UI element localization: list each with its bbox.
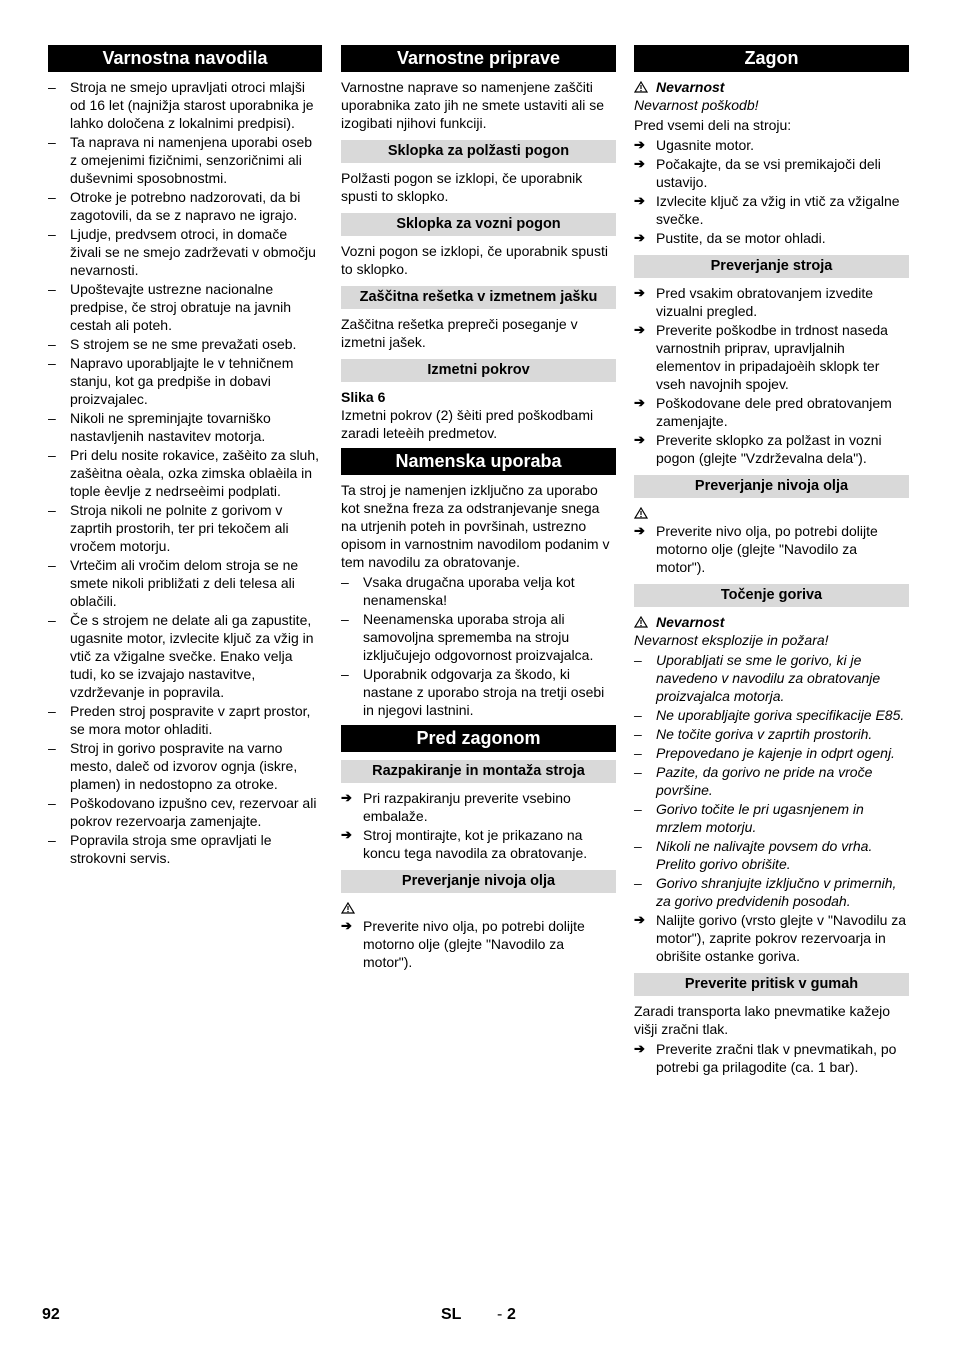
subheading-tyre-pressure: Preverite pritisk v gumah <box>634 973 909 996</box>
column-safety-devices <box>341 45 616 972</box>
sub-page-prefix: - <box>497 1306 503 1323</box>
heading-intended-use: Namenska uporaba <box>341 448 616 475</box>
oil-check-list <box>634 522 909 576</box>
list-item: – Gorivo točite le pri ugasnjenem in mrzlem motorju. <box>634 800 909 836</box>
list-item: ➔ Preverite nivo olja, po potrebi dolijte motorno olje (glejte "Navodilo za motor"). <box>634 522 909 576</box>
subheading-refuelling: Točenje goriva <box>634 584 909 607</box>
subheading-machine-check: Preverjanje stroja <box>634 255 909 278</box>
list-item: – Preden stroj pospravite v zaprt prostor, se mora motor ohladiti. <box>48 702 322 738</box>
heading-safety-instructions: Varnostna navodila <box>48 45 322 72</box>
list-item: – Vsaka drugačna uporaba velja kot nenamenska! <box>341 573 616 609</box>
list-item: – Uporabljati se sme le gorivo, ki je navedeno v navodilu za obratovanje proizvajalca motorja. <box>634 651 909 705</box>
warning-line <box>634 504 909 522</box>
list-item: – Nikoli ne nalivajte povsem do vrha. Prelito gorivo obrišite. <box>634 837 909 873</box>
warning-triangle-icon <box>341 902 355 914</box>
list-item: – Upoštevajte ustrezne nacionalne predpise, če stroj obratuje na javnih cestah ali poteh. <box>48 280 322 334</box>
list-item: – Stroja nikoli ne polnite z gorivom v zaprtih prostorih, ter pri tekočem ali vročem motorju. <box>48 501 322 555</box>
column-safety-instructions <box>48 45 322 868</box>
list-item: ➔ Pustite, da se motor ohladi. <box>634 229 909 247</box>
subheading-oil-check: Preverjanje nivoja olja <box>341 870 616 893</box>
list-item: ➔ Preverite sklopko za polžast in vozni pogon (glejte "Vzdrževalna dela"). <box>634 431 909 467</box>
tyre-pressure-list <box>634 1040 909 1076</box>
list-item: ➔ Pri razpakiranju preverite vsebino embalaže. <box>341 789 616 825</box>
column-startup <box>634 45 909 1077</box>
list-item: – Vrtečim ali vročim delom stroja se ne smete nikoli približati z deli telesa ali oblačili. <box>48 556 322 610</box>
figure-reference: Slika 6 <box>341 389 386 405</box>
list-item: – Stroj in gorivo pospravite na varno mesto, daleč od izvorov ognja (iskre, plamen) in nedostopno za otroke. <box>48 739 322 793</box>
intended-use-list <box>341 573 616 719</box>
danger-text-explosion: Nevarnost eksplozije in požara! <box>634 632 829 648</box>
oil-check-list <box>341 917 616 971</box>
intended-use-text: Ta stroj je namenjen izključno za uporabo kot snežna freza za odstranjevanje snega na utrjenih poteh in površinah, ustrezno opisom in varnostnim navodilom podanim v tem navodilu za obratovanje. <box>341 482 610 570</box>
list-item: – Pazite, da gorivo ne pride na vroče površine. <box>634 763 909 799</box>
machine-check-list <box>634 284 909 467</box>
heading-before-start: Pred zagonom <box>341 725 616 752</box>
protective-grid-text: Zaščitna rešetka prepreči poseganje v izmetni jašek. <box>341 316 578 350</box>
list-item: – Ne točite goriva v zaprtih prostorih. <box>634 725 909 743</box>
heading-startup: Zagon <box>634 45 909 72</box>
heading-safety-devices: Varnostne priprave <box>341 45 616 72</box>
list-item: ➔ Poškodovane dele pred obratovanjem zamenjajte. <box>634 394 909 430</box>
sub-page-number: 2 <box>507 1306 516 1323</box>
list-item: – Če s strojem ne delate ali ga zapustite, ugasnite motor, izvlecite ključ za vžig in vtič za vžigalne svečke. Enako velja tudi, ko se izvajajo nastavitve, vzdrževanje in popravila. <box>48 611 322 701</box>
warning-triangle-icon <box>634 616 648 628</box>
subheading-auger-clutch: Sklopka za polžasti pogon <box>341 140 616 163</box>
pre-work-list <box>634 136 909 247</box>
list-item: – Pri delu nosite rokavice, zašèito za sluh, zašèitna oèala, ozka zimska oblaèila in tople èevlje z nedrseèimi podplati. <box>48 446 322 500</box>
list-item: – Prepovedano je kajenje in odprt ogenj. <box>634 744 909 762</box>
subheading-oil-check: Preverjanje nivoja olja <box>634 475 909 498</box>
unpacking-list <box>341 789 616 862</box>
list-item: – S strojem se ne sme prevažati oseb. <box>48 335 322 353</box>
tyre-pressure-text: Zaradi transporta lako pnevmatike kažejo višji zračni tlak. <box>634 1003 891 1037</box>
list-item: ➔ Pred vsakim obratovanjem izvedite vizualni pregled. <box>634 284 909 320</box>
list-item: – Ljudje, predvsem otroci, in domače živali se ne smejo zadrževati v območju nevarnosti. <box>48 225 322 279</box>
warning-triangle-icon <box>634 507 648 519</box>
warning-line <box>341 899 616 917</box>
auger-clutch-text: Polžasti pogon se izklopi, če uporabnik spusti to sklopko. <box>341 170 583 204</box>
list-item: – Neenamenska uporaba stroja ali samovoljna sprememba na stroju izključujejo odgovornost proizvajalca. <box>341 610 616 664</box>
warning-triangle-icon <box>634 81 648 93</box>
danger-text-injury: Nevarnost poškodb! <box>634 97 759 113</box>
list-item: – Gorivo shranjujte izključno v primernih, za gorivo predvidenih posodah. <box>634 874 909 910</box>
list-item: – Uporabnik odgovarja za škodo, ki nastane z uporabo stroja na tretji osebi in njegovi lastnini. <box>341 665 616 719</box>
subheading-discharge-cover: Izmetni pokrov <box>341 359 616 382</box>
list-item: ➔ Ugasnite motor. <box>634 136 909 154</box>
list-item: ➔ Nalijte gorivo (vrsto glejte v "Navodilu za motor"), zaprite pokrov rezervoarja in obrišite ostanke goriva. <box>634 911 909 965</box>
list-item: – Stroja ne smejo upravljati otroci mlajši od 16 let (najnižja starost uporabnika je lahko določena z lokalnimi predpisi). <box>48 78 322 132</box>
list-item: – Napravo uporabljajte le v tehničnem stanju, kot ga predpiše in dobavi proizvajalec. <box>48 354 322 408</box>
pre-work-text: Pred vsemi deli na stroju: <box>634 117 792 133</box>
page-number: 92 <box>42 1306 60 1323</box>
discharge-cover-text: Izmetni pokrov (2) šèiti pred poškodbami zaradi leteèih predmetov. <box>341 407 594 441</box>
danger-label-explosion: Nevarnost <box>634 613 909 631</box>
refuelling-rules-list <box>634 651 909 910</box>
list-item: – Popravila stroja sme opravljati le strokovni servis. <box>48 831 322 867</box>
list-item: – Nikoli ne spreminjajte tovarniško nastavljenih nastavitev motorja. <box>48 409 322 445</box>
list-item: ➔ Izvlecite ključ za vžig in vtič za vžigalne svečke. <box>634 192 909 228</box>
subheading-drive-clutch: Sklopka za vozni pogon <box>341 213 616 236</box>
list-item: ➔ Preverite poškodbe in trdnost naseda varnostnih priprav, upravljalnih elementov in pripadajoèih sklopk ter vseh navojnih spojev. <box>634 321 909 393</box>
refuelling-steps-list <box>634 911 909 965</box>
drive-clutch-text: Vozni pogon se izklopi, če uporabnik spusti to sklopko. <box>341 243 608 277</box>
list-item: ➔ Preverite zračni tlak v pnevmatikah, po potrebi ga prilagodite (ca. 1 bar). <box>634 1040 909 1076</box>
language-code: SL <box>441 1306 462 1323</box>
list-item: – Ne uporabljajte goriva specifikacije E85. <box>634 706 909 724</box>
list-item: ➔ Preverite nivo olja, po potrebi dolijte motorno olje (glejte "Navodilo za motor"). <box>341 917 616 971</box>
subheading-protective-grid: Zaščitna rešetka v izmetnem jašku <box>341 286 616 309</box>
safety-instructions-list <box>48 78 322 867</box>
list-item: – Ta naprava ni namenjena uporabi oseb z omejenimi fizičnimi, senzoričnimi ali duševnimi sposobnostmi. <box>48 133 322 187</box>
list-item: – Poškodovano izpušno cev, rezervoar ali pokrov rezervoarja zamenjajte. <box>48 794 322 830</box>
list-item: ➔ Stroj montirajte, kot je prikazano na koncu tega navodila za obratovanje. <box>341 826 616 862</box>
safety-devices-intro: Varnostne naprave so namenjene zaščiti uporabnika zato jih ne smete ustaviti ali se izogibati njihovi funkciji. <box>341 79 605 131</box>
danger-label-injury: Nevarnost <box>634 78 909 96</box>
list-item: – Otroke je potrebno nadzorovati, da bi zagotovili, da se z napravo ne igrajo. <box>48 188 322 224</box>
list-item: ➔ Počakajte, da se vsi premikajoči deli ustavijo. <box>634 155 909 191</box>
subheading-unpacking: Razpakiranje in montaža stroja <box>341 760 616 783</box>
